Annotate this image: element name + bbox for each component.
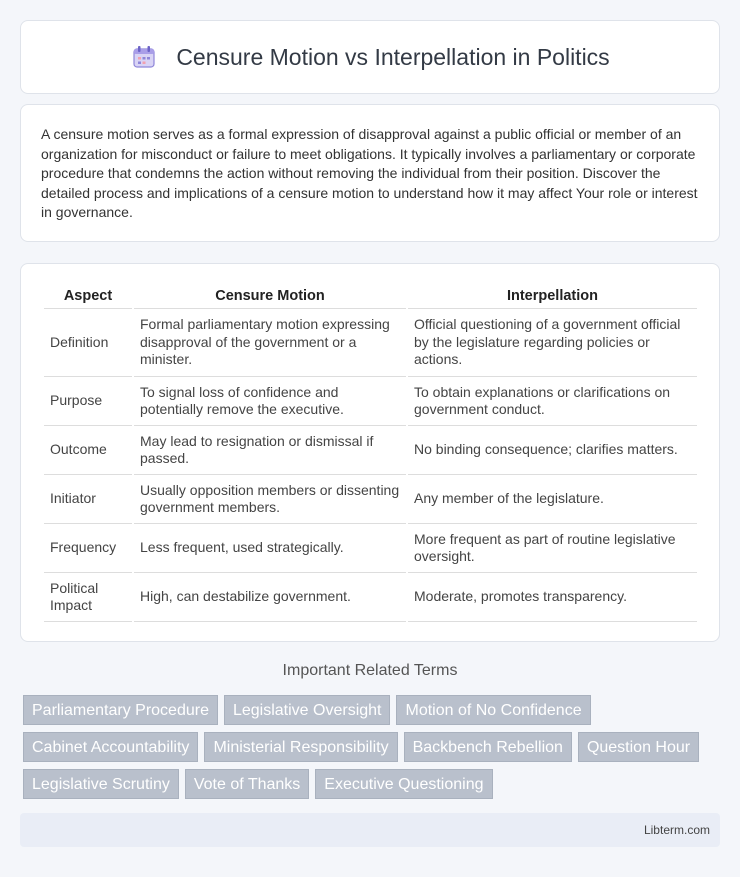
- tag-backbench-rebellion[interactable]: Backbench Rebellion: [404, 732, 572, 762]
- cell-interpellation: More frequent as part of routine legislative oversight.: [408, 524, 697, 573]
- table-header-row: [44, 284, 697, 309]
- tag-parliamentary-procedure[interactable]: Parliamentary Procedure: [23, 695, 218, 725]
- table-row: [44, 524, 697, 573]
- header-card: [20, 20, 720, 94]
- cell-aspect: Initiator: [44, 475, 132, 524]
- cell-censure-motion: Usually opposition members or dissenting government members.: [134, 475, 406, 524]
- tag-executive-questioning[interactable]: Executive Questioning: [315, 769, 492, 799]
- table-row: [44, 377, 697, 426]
- cell-censure-motion: Less frequent, used strategically.: [134, 524, 406, 573]
- intro-card: [20, 104, 720, 242]
- cell-aspect: Frequency: [44, 524, 132, 573]
- tag-legislative-oversight[interactable]: Legislative Oversight: [224, 695, 391, 725]
- cell-censure-motion: High, can destabilize government.: [134, 573, 406, 622]
- cell-aspect: Outcome: [44, 426, 132, 475]
- cell-interpellation: No binding consequence; clarifies matters.: [408, 426, 697, 475]
- calendar-icon: [130, 43, 158, 71]
- tag-ministerial-responsibility[interactable]: Ministerial Responsibility: [204, 732, 397, 762]
- table-row: [44, 426, 697, 475]
- cell-interpellation: Moderate, promotes transparency.: [408, 573, 697, 622]
- related-terms-tags: [23, 695, 723, 799]
- cell-censure-motion: Formal parliamentary motion expressing disapproval of the government or a minister.: [134, 309, 406, 377]
- comparison-table: [42, 284, 699, 622]
- intro-text: A censure motion serves as a formal expression of disapproval against a public official or member of an organization for misconduct or failure to meet obligations. It typically involves a parliamentary or corporate procedure that condemns the action without removing the individual from their position. Discover the detailed process and implications of a censure motion to understand how it may affect Your role or interest in governance.: [41, 126, 698, 221]
- page-title: Censure Motion vs Interpellation in Politics: [176, 43, 610, 70]
- cell-aspect: Purpose: [44, 377, 132, 426]
- cell-interpellation: To obtain explanations or clarifications on government conduct.: [408, 377, 697, 426]
- cell-censure-motion: May lead to resignation or dismissal if passed.: [134, 426, 406, 475]
- column-header-aspect: Aspect: [44, 284, 132, 309]
- comparison-table-card: [20, 263, 720, 642]
- related-terms-title: Important Related Terms: [282, 662, 458, 679]
- cell-censure-motion: To signal loss of confidence and potentially remove the executive.: [134, 377, 406, 426]
- table-row: [44, 475, 697, 524]
- table-row: [44, 573, 697, 622]
- tag-vote-of-thanks[interactable]: Vote of Thanks: [185, 769, 309, 799]
- tag-motion-of-no-confidence[interactable]: Motion of No Confidence: [396, 695, 590, 725]
- footer: [20, 813, 720, 847]
- cell-aspect: Definition: [44, 309, 132, 377]
- cell-interpellation: Any member of the legislature.: [408, 475, 697, 524]
- tag-legislative-scrutiny[interactable]: Legislative Scrutiny: [23, 769, 179, 799]
- cell-aspect: Political Impact: [44, 573, 132, 622]
- tag-question-hour[interactable]: Question Hour: [578, 732, 699, 762]
- table-row: [44, 309, 697, 377]
- column-header-interpellation: Interpellation: [408, 284, 697, 309]
- column-header-censure-motion: Censure Motion: [134, 284, 406, 309]
- tag-cabinet-accountability[interactable]: Cabinet Accountability: [23, 732, 198, 762]
- cell-interpellation: Official questioning of a government official by the legislature regarding policies or actions.: [408, 309, 697, 377]
- footer-site-link[interactable]: Libterm.com: [643, 823, 710, 837]
- title-wrap: [130, 43, 609, 71]
